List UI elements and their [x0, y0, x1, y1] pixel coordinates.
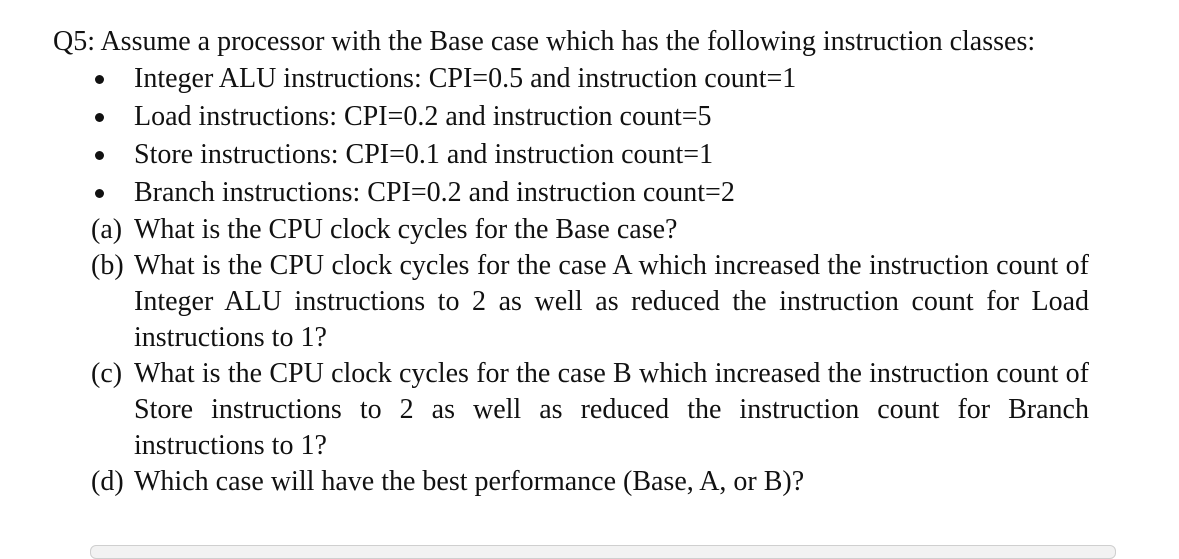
- list-item-text: Branch instructions: CPI=0.2 and instruction count=2: [134, 177, 735, 208]
- sub-question-text: What is the CPU clock cycles for the Base case?: [134, 214, 678, 245]
- list-item: [53, 174, 1089, 212]
- sub-question-text: What is the CPU clock cycles for the case A which increased the instruction count of Integer ALU instructions to 2 as well as reduced the instruction count for Load instructions to 1?: [134, 250, 1089, 353]
- bullet-icon: [95, 113, 104, 122]
- horizontal-scrollbar[interactable]: [90, 545, 1116, 559]
- instruction-class-list: [53, 60, 1089, 212]
- sub-question-label: (c): [91, 358, 123, 389]
- bullet-icon: [95, 151, 104, 160]
- list-item-text: Load instructions: CPI=0.2 and instruction count=5: [134, 101, 712, 132]
- sub-question-b: [53, 248, 1089, 356]
- bullet-icon: [95, 75, 104, 84]
- sub-question-list: [53, 212, 1089, 500]
- list-item-text: Store instructions: CPI=0.1 and instruction count=1: [134, 139, 714, 170]
- list-item: [53, 60, 1089, 98]
- sub-question-label: (a): [91, 214, 123, 245]
- list-item: [53, 136, 1089, 174]
- sub-question-d: [53, 464, 1089, 500]
- sub-question-label: (b): [91, 250, 124, 281]
- sub-question-text: What is the CPU clock cycles for the case B which increased the instruction count of Store instructions to 2 as well as reduced the instruction count for Branch instructions to 1?: [134, 358, 1089, 461]
- sub-question-a: [53, 212, 1089, 248]
- sub-question-label: (d): [91, 466, 124, 497]
- sub-question-c: [53, 356, 1089, 464]
- sub-question-text: Which case will have the best performance (Base, A, or B)?: [134, 466, 805, 497]
- document-body: [53, 24, 1089, 500]
- bullet-icon: [95, 189, 104, 198]
- list-item: [53, 98, 1089, 136]
- list-item-text: Integer ALU instructions: CPI=0.5 and instruction count=1: [134, 63, 797, 94]
- question-text: Q5: Assume a processor with the Base case which has the following instruction classes:: [53, 26, 1036, 57]
